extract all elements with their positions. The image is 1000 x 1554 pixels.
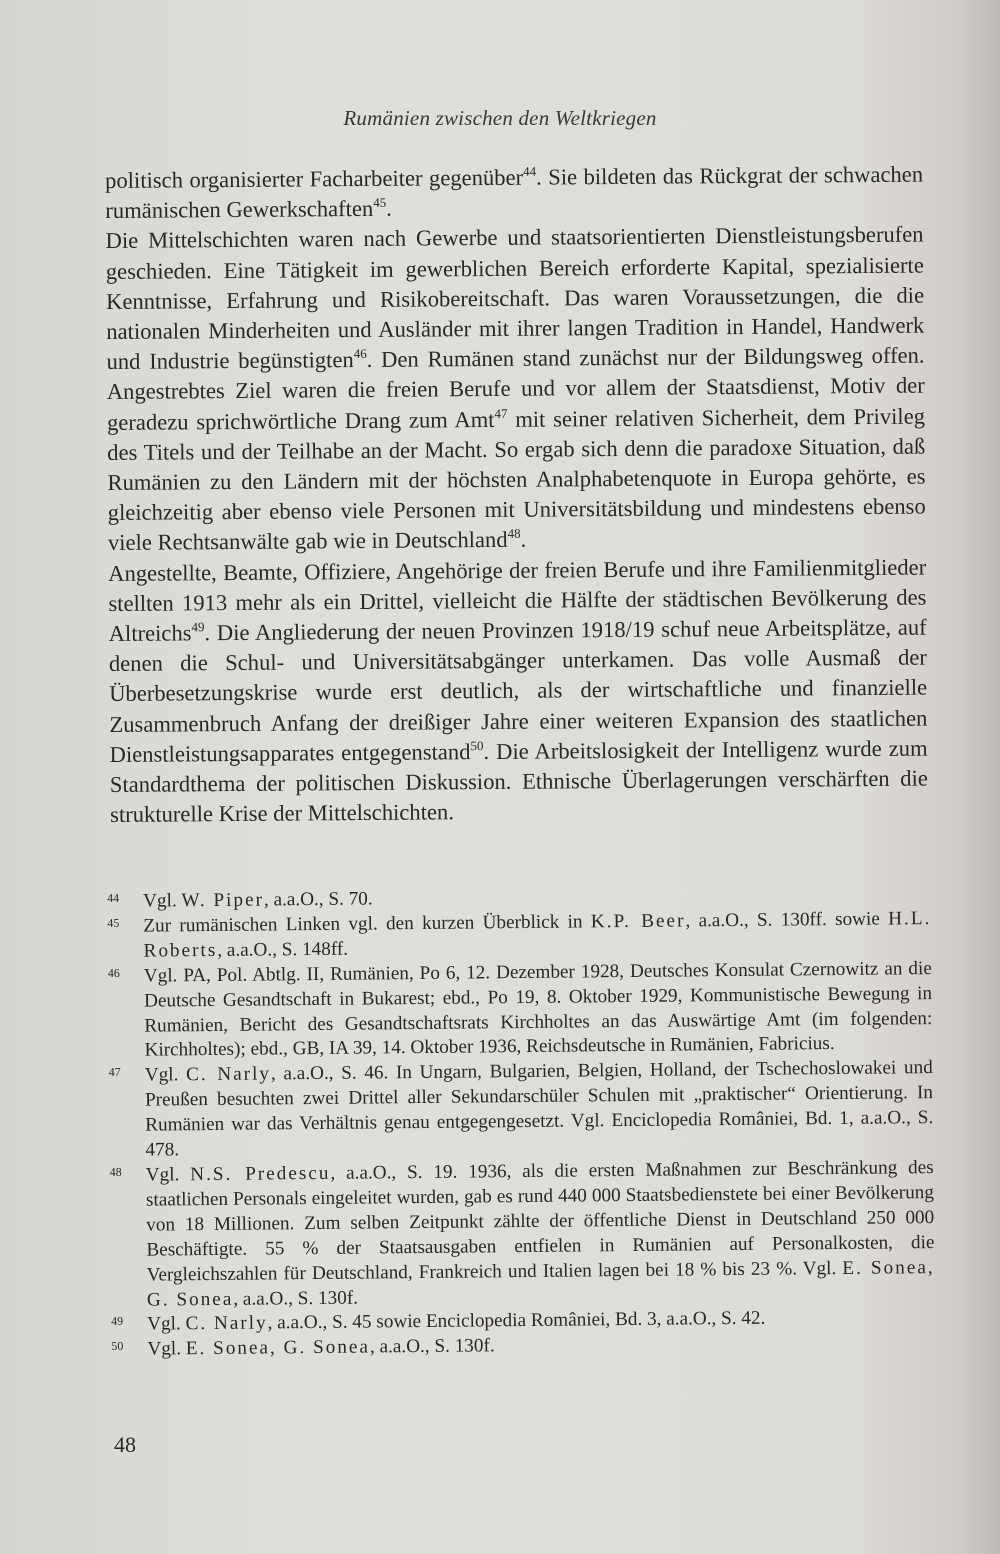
footnote-reference: 44 [522,163,537,179]
author-name: H.L. Roberts [143,907,932,962]
footnote-reference: 49 [191,619,205,635]
text-run: Angestellte, Beamte, Offiziere, Angehörige der freien Berufe und ihre Familienmitglieder stellten 1913 mehr als ein Drittel, vielleicht die Hälfte der städtischen Bevölkerung des Altreichs [108,554,927,647]
footnote-number: 49 [111,1314,124,1329]
footnote-reference: 47 [494,405,508,421]
text-run: , a.a.O., S. 45 sowie Enciclopedia României, Bd. 3, a.a.O., S. 42. [267,1308,766,1334]
text-run: mit seiner relativen Sicherheit, dem Privileg des Titels und der Teilhabe an der Macht. So ergab sich denn die paradoxe Situation, daß Rumänien zu den Ländern mit der höchsten Analphabetenquote in Europa gehörte, es gleichzeitig aber ebenso viele Personen mit Universitätsbildung und mindestens ebenso viele Rechtsanwälte gab wie in Deutschland [107,403,926,556]
author-name: C. Narly [185,1063,272,1086]
author-name: C. Narly [185,1312,268,1335]
text-run: . Den Rumänen stand zunächst nur der Bildungsweg offen. Angestrebtes Ziel waren die freien Berufe und vor allem der Staatsdienst, Motiv der geradezu sprichwörtliche Drang zum Amt [106,342,925,435]
footnote-reference: 48 [507,526,521,542]
footnote-number: 47 [108,1065,121,1080]
text-run: Die Mittelschichten waren nach Gewerbe und staatsorientierten Dienstleistungsberufen geschieden. Eine Tätigkeit im gewerblichen Bereich erforderte Kapital, spezialisierte Kenntnisse, Erfahrung und Risikobereitschaft. Das waren Voraussetzungen, die die nationalen Minderheiten und Ausländer mit ihrer langen Tradition in Handel, Handwerk und Industrie begünstigten [105,221,925,375]
text-run: , a.a.O., S. 130ff. sowie [685,908,889,932]
footnote-reference: 45 [373,194,387,211]
running-head: Rumänien zwischen den Weltkriegen [343,106,657,130]
author-name: N.S. Predescu [190,1162,331,1186]
author-name: E. Sonea, G. Sonea [185,1336,371,1360]
text-run: Vgl. [143,890,182,912]
footnote-46 [108,957,933,1065]
footnote-45 [107,907,931,965]
text-run: Vgl. PA, Pol. Abtlg. II, Rumänien, Po 6, 12. Dezember 1928, Deutsches Konsulat Czernowitz an die Deutsche Gesandtschaft in Bukarest; ebd., Po 19, 8. Oktober 1929, Kommunistische Bewegung in Rumänien, Bericht des Gesandtschaftsrats Kirchholtes an das Auswärtige Amt (im folgenden: Kirchholtes); ebd., GB, IA 39, 14. Oktober 1936, Reichsdeutsche in Rumänien, Fabricius. [143,957,933,1062]
text-run: , a.a.O., S. 19. 1936, als die ersten Maßnahmen zur Beschränkung des staatlichen Personals eingeleitet wurden, gab es rund 440 000 Staatsbedienstete bei einer Bevölkerung von 18 Millionen. Zum selben Zeitpunkt zählte der öffentliche Dienst in Deutschland 250 000 Beschäftigte. 55 % der Staatsausgaben entfielen in Rumänien auf Personalkosten, die Vergleichszahlen für Deutschland, Frankreich und Italien lagen bei 18 % bis 23 %. Vgl. [145,1157,935,1286]
paragraph-2 [105,220,926,559]
text-run: Vgl. [144,1064,187,1086]
text-run: Vgl. [145,1164,191,1186]
footnotes [107,882,936,1363]
paragraph-3 [108,552,928,830]
paragraph-1 [105,160,923,227]
author-name: K.P. Beer [590,910,686,933]
text-run: . [520,527,527,553]
text-run: Zur rumänischen Linken vgl. den kurzen Überblick in [143,911,591,937]
text-run: politisch organisierter Facharbeiter gegenüber [105,164,524,193]
text-run: . Sie bildeten das Rückgrat der schwachen rumänischen Gewerkschaften [105,161,924,224]
text-run: , a.a.O., S. 46. In Ungarn, Bulgarien, Belgien, Holland, der Tschechoslowakei und Preußen besuchten zwei Drittel aller Sekundarschüler Schulen mit „praktischer“ Orientierung. In Rumänien war das Verhältnis genau entgegengesetzt. Vgl. Enciclopedia României, Bd. 1, a.a.O., S. 478. [144,1057,934,1161]
footnote-number: 48 [109,1164,122,1179]
footnote-number: 44 [107,890,120,905]
page-number: 48 [114,1432,136,1457]
text-run: , a.a.O., S. 148ff. [217,938,349,961]
body-text [105,160,928,831]
author-name: W. Piper [181,889,265,912]
footnote-47 [109,1056,934,1164]
text-run: . Die Arbeitslosigkeit der Intelligenz wurde zum Standardthema der politischen Diskussion. Ethnische Überlagerungen verschärften die strukturelle Krise der Mittelschichten. [109,735,928,828]
footnote-number: 46 [107,965,120,980]
footnote-48 [110,1156,935,1313]
footnote-reference: 50 [470,737,484,754]
footnote-reference: 46 [353,346,367,362]
footnote-number: 45 [107,915,120,930]
text-run: . [386,195,392,221]
footnote-number: 50 [111,1339,124,1354]
text-run: Vgl. [147,1338,186,1360]
text-run: Vgl. [147,1313,186,1336]
author-name: E. Sonea, G. Sonea [146,1256,935,1311]
text-run: , a.a.O., S. 70. [263,888,373,911]
text-run: . Die Angliederung der neuen Provinzen 1918/19 schuf neue Arbeitsplätze, auf denen die Schul- und Universitätsabgänger unterkamen. Das volle Ausmaß der Überbesetzungskrise wurde erst deutlich, als der wirtschaftliche und finanzielle Zusammenbruch Anfang der dreißiger Jahre einer weiteren Expansion des staatlichen Dienstleistungsapparates entgegenstand [108,614,928,767]
text-run: , a.a.O., S. 130f. [233,1287,359,1310]
text-run: , a.a.O., S. 130f. [369,1335,495,1358]
